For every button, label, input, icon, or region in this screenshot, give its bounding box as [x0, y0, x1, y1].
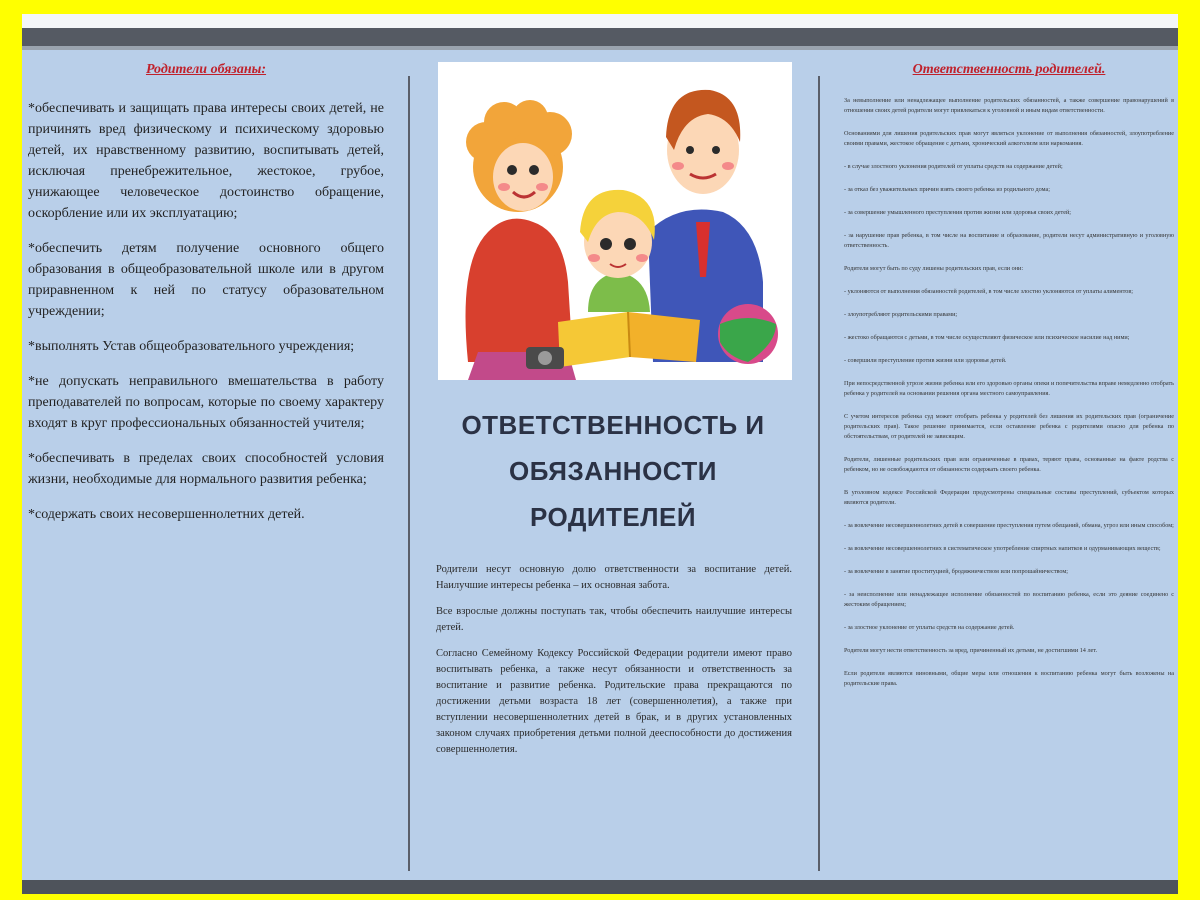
right-paragraph: Родители могут нести ответственность за вред, причиненный их детьми, не достигшими 14 лет.	[844, 647, 1098, 654]
brochure-page	[22, 14, 1178, 894]
duty-item: *не допускать неправильного вмешательства в работу преподавателей по вопросам, которые по своему характеру входят в круг профессиональных обязанностей учителя;	[28, 374, 384, 431]
right-paragraph: - за вовлечение в занятие проституцией, бродяжничеством или попрошайничеством;	[844, 568, 1069, 575]
duty-item: *выполнять Устав общеобразовательного учреждения;	[28, 339, 355, 354]
right-paragraph: Родители, лишенные родительских прав или ограниченные в правах, теряют права, основанные на факте родства с ребенком, но не освобождаются от обязанности содержать своего ребенка.	[844, 456, 1174, 473]
right-paragraph: Основаниями для лишения родительских прав могут являться уклонение от выполнения обязанностей, злоупотребление своими правами, жестокое обращение с детьми, хронический алкоголизм или наркомания.	[844, 130, 1174, 147]
right-paragraph: - за неисполнение или ненадлежащее исполнение обязанностей по воспитанию ребенка, если это деяние соединено с жестоким обращением;	[844, 591, 1174, 608]
right-paragraph: Родители могут быть по суду лишены родительских прав, если они:	[844, 265, 1024, 272]
right-paragraph: - жестоко обращаются с детьми, в том числе осуществляют физическое или психическое насилие над ними;	[844, 334, 1130, 341]
right-paragraph: - за вовлечение несовершеннолетних в систематическое употребление спиртных напитков и одурманивающих веществ;	[844, 545, 1161, 552]
middle-paragraph: Родители несут основную долю ответственности за воспитание детей. Наилучшие интересы ребенка – их основная забота.	[436, 564, 792, 591]
right-paragraph: - за отказ без уважительных причин взять своего ребенка из родильного дома;	[844, 186, 1050, 193]
right-paragraph: - за вовлечение несовершеннолетних детей в совершение преступления путем обещаний, обмана, угроз или иным способом;	[844, 522, 1174, 529]
right-paragraph: - за злостное уклонение от уплаты средств на содержание детей.	[844, 624, 1015, 631]
left-column	[28, 62, 384, 539]
right-paragraph: - за совершение умышленного преступления против жизни или здоровья своих детей;	[844, 209, 1071, 216]
column-divider	[818, 76, 820, 871]
top-border-dark	[22, 28, 1178, 46]
right-paragraph: С учетом интересов ребенка суд может отобрать ребенка у родителей без лишения их родительских прав (ограничение родительских прав). Такое решение принимается, если оставление ребенка с родителями опасно для ребенка по обстоятельствам, от родителей не зависящим.	[844, 413, 1174, 440]
title-line-1: ОТВЕТСТВЕННОСТЬ И	[461, 410, 765, 440]
title-line-2: ОБЯЗАННОСТИ	[509, 456, 717, 486]
duty-item: *обеспечивать в пределах своих способностей условия жизни, необходимые для нормального развития ребенка;	[28, 451, 384, 487]
duty-item: *обеспечить детям получение основного общего образования в общеобразовательной школе или в другом приравненном к ней по статусу образовательном учреждении;	[28, 241, 384, 319]
duty-item: *содержать своих несовершеннолетних детей.	[28, 507, 305, 522]
column-divider	[408, 76, 410, 871]
brochure-title	[428, 402, 798, 540]
family-reading-illustration	[438, 62, 792, 380]
left-heading: Родители обязаны:	[145, 62, 267, 77]
right-paragraph: Если родители являются виновными, общие меры или отношения к воспитанию ребенка могут быть возложены на родительские права.	[844, 670, 1174, 687]
right-paragraph: - уклоняются от выполнения обязанностей родителей, в том числе злостно уклоняются от уплаты алиментов;	[844, 288, 1133, 295]
title-line-3: РОДИТЕЛЕЙ	[529, 502, 697, 532]
right-paragraph: - за нарушение прав ребенка, в том числе на воспитание и образование, родители несут административную и уголовную ответственность.	[844, 232, 1174, 249]
middle-paragraph: Согласно Семейному Кодексу Российской Федерации родители имеют право воспитывать ребенка, а также несут обязанности и ответственность за воспитание и развитие ребенка. Родительские права прекращаются по достижении детьми возраста 18 лет (совершеннолетия), а также при вступлении несовершеннолетних детей в брак, и в других установленных законом случаях приобретения детьми полной дееспособности до достижения совершеннолетия.	[436, 648, 792, 755]
top-border-light	[22, 14, 1178, 28]
right-paragraphs	[844, 96, 1174, 689]
right-paragraph: - совершили преступление против жизни или здоровья детей.	[844, 357, 1007, 364]
middle-text	[436, 562, 792, 768]
right-paragraph: - в случае злостного уклонения родителей от уплаты средств на содержание детей;	[844, 163, 1063, 170]
family-illustration	[438, 62, 792, 380]
right-paragraph: - злоупотребляют родительскими правами;	[844, 311, 958, 318]
right-paragraph: В уголовном кодексе Российской Федерации предусмотрены специальные составы преступлений, субъектом которых являются родители.	[844, 489, 1174, 506]
bottom-border	[22, 880, 1178, 894]
right-paragraph: За невыполнение или ненадлежащее выполнение родительских обязанностей, а также совершение правонарушений в отношении своих детей родители могут привлекаться к уголовной и иным видам ответственности.	[844, 97, 1174, 114]
right-column	[844, 62, 1174, 702]
middle-paragraph: Все взрослые должны поступать так, чтобы обеспечить наилучшие интересы детей.	[436, 606, 792, 633]
right-paragraph: При непосредственной угрозе жизни ребенка или его здоровью органы опеки и попечительства вправе немедленно отобрать ребенка у родителей на основании решения органа местного самоуправления.	[844, 380, 1174, 397]
top-border-accent	[22, 46, 1178, 50]
right-heading: Ответственность родителей.	[912, 62, 1106, 77]
duty-item: *обеспечивать и защищать права интересы своих детей, не причинять вред физическому и психическому здоровью детей, их нравственному развитию, воспитывать детей, исключая пренебрежительное, жестокое, грубое, унижающее человеческое достоинство обращение, оскорбление или их эксплуатацию;	[28, 101, 384, 221]
